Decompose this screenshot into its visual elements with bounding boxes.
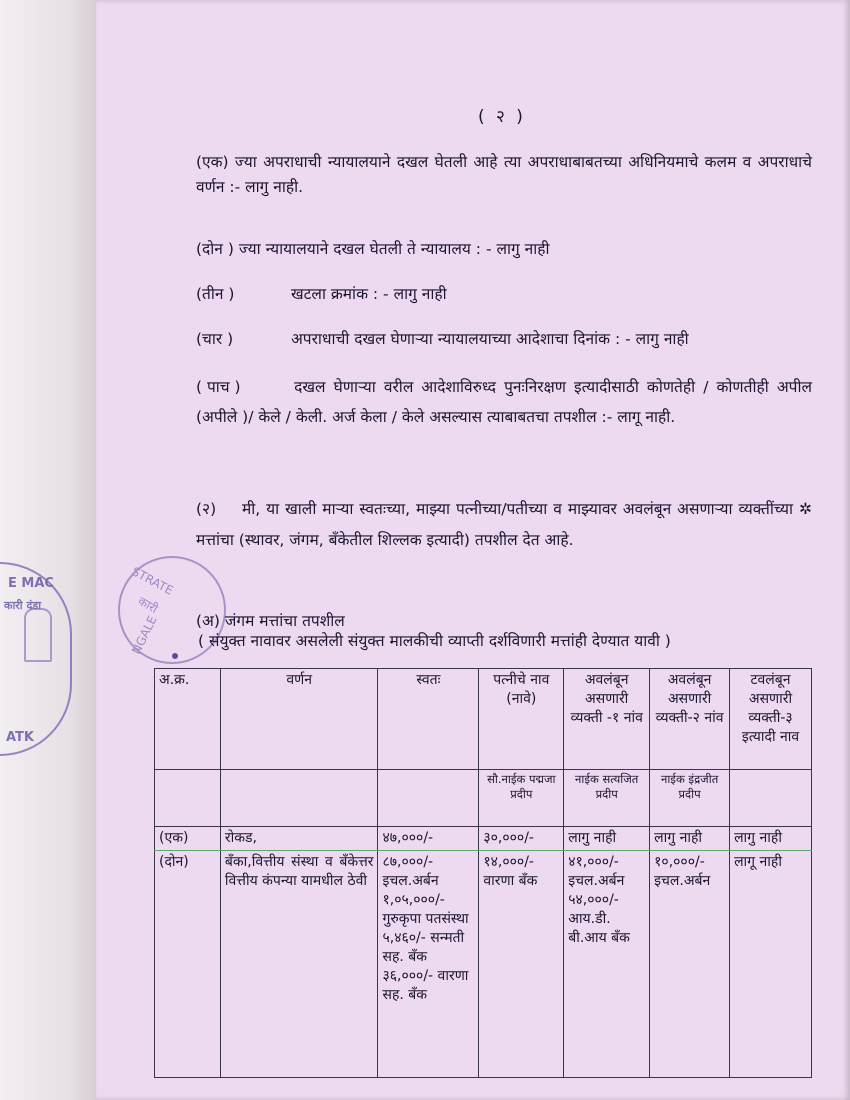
header-dependent-3: टवलंबून असणारी व्यक्ती-३ इत्यादी नाव (730, 669, 812, 770)
section-label: (२) (196, 500, 217, 518)
header-serial: अ.क्र. (155, 669, 221, 770)
names-empty-cell (155, 770, 221, 827)
names-empty-cell (730, 770, 812, 827)
item-ek (196, 150, 812, 200)
stamp-text: STRATE (129, 564, 176, 598)
section-2-declaration (196, 494, 812, 556)
seal-text: E MAC (8, 576, 54, 591)
names-empty-cell (378, 770, 479, 827)
row-dependent-3: लागु नाही (730, 827, 812, 851)
dependent-1-name: नाईक सत्यजित प्रदीप (564, 770, 650, 827)
row-dependent-3: लागू नाही (730, 851, 812, 1078)
stamp-text: कारी (135, 593, 161, 617)
stamp-dot (172, 653, 178, 659)
seal-text: कारी दंडा (4, 599, 42, 612)
row-self: ४७,०००/- (378, 827, 479, 851)
wife-name: सौ.नाईक पद्मजा प्रदीप (479, 770, 564, 827)
left-margin-strip (0, 0, 96, 1100)
item-text: ज्या न्यायालयाने दखल घेतली ते न्यायालय : - लागु नाही (238, 240, 550, 258)
row-number: (दोन) (155, 851, 221, 1078)
seal-text: ATK (6, 730, 34, 745)
item-text: खटला क्रमांक : - लागु नाही (290, 285, 447, 303)
item-char (196, 327, 689, 352)
item-text: अपराधाची दखल घेणाऱ्या न्यायालयाच्या आदेशाचा दिनांक : - लागु नाही (290, 330, 689, 348)
item-label: (दोन ) (196, 240, 234, 258)
row-dependent-1: लागु नाही (564, 827, 650, 851)
subsection-a-note: ( संयुक्त नावावर असलेली संयुक्त मालकीची व्याप्ती दर्शविणारी मत्तांही देण्यात यावी ) (198, 632, 671, 650)
row-dependent-2: १०,०००/- इचल.अर्बन (650, 851, 730, 1078)
dependent-2-name: नाईक इंद्रजीत प्रदीप (650, 770, 730, 827)
table-names-row (155, 770, 812, 827)
item-don (196, 237, 550, 262)
table-header-row (155, 669, 812, 770)
emblem-icon (24, 608, 52, 662)
header-dependent-2: अवलंबून असणारी व्यक्ती-२ नांव (650, 669, 730, 770)
table-row (155, 851, 812, 1078)
row-description: रोकड, (220, 827, 378, 851)
stamp-text: NGALE (129, 613, 160, 657)
header-wife: पत्नीचे नाव (नावे) (479, 669, 564, 770)
item-pach (196, 372, 812, 432)
table-row (155, 827, 812, 851)
row-dependent-2: लागु नाही (650, 827, 730, 851)
page-number: ( २ ) (478, 107, 526, 127)
item-label: (तीन ) (196, 285, 235, 303)
row-dependent-1: ४१,०००/- इचल.अर्बन ५४,०००/- आय.डी. बी.आय बँक (564, 851, 650, 1078)
row-wife: १४,०००/- वारणा बँक (479, 851, 564, 1078)
item-label: (चार ) (196, 330, 234, 348)
item-teen (196, 282, 447, 307)
item-text: दखल घेणाऱ्या वरील आदेशाविरुध्द पुनःनिरक्षण इत्यादीसाठी कोणतेही / कोणतीही अपील (अपीले )/ केले / केली. अर्ज केला / केले असल्यास त्याबाबतचा तपशील :- लागू नाही. (196, 378, 812, 426)
row-description: बँका,वित्तीय संस्था व बँकेत्तर वित्तीय कंपन्या यामधील ठेवी (220, 851, 378, 1078)
header-self: स्वतः (378, 669, 479, 770)
header-dependent-1: अवलंबून असणारी व्यक्ती -१ नांव (564, 669, 650, 770)
item-label: ( पाच ) (196, 378, 241, 396)
row-wife: ३०,०००/- (479, 827, 564, 851)
movable-assets-table (154, 668, 812, 1078)
header-description: वर्णन (220, 669, 378, 770)
section-text: मी, या खाली माऱ्या स्वतःच्या, माझ्या पत्नीच्या/पतीच्या व माझ्यावर अवलंबून असणाऱ्या व्यक्तींच्या ✲ मत्तांचा (स्थावर, जंगम, बँकेतील शिल्लक इत्यादी) तपशील देत आहे. (196, 500, 812, 549)
names-empty-cell (220, 770, 378, 827)
subsection-a-heading: (अ) जंगम मत्तांचा तपशील (196, 612, 345, 630)
row-number: (एक) (155, 827, 221, 851)
row-self: ८७,०००/- इचल.अर्बन १,०५,०००/- गुरुकृपा पतसंस्था ५,४६०/- सन्मती सह. बँक ३६,०००/- वारणा सह. बँक (378, 851, 479, 1078)
item-label: (एक) (196, 153, 229, 171)
item-text: ज्या अपराधाची न्यायालयाने दखल घेतली आहे त्या अपराधाबाबतच्या अधिनियमाचे कलम व अपराधाचे वर्णन :- लागु नाही. (196, 153, 812, 196)
